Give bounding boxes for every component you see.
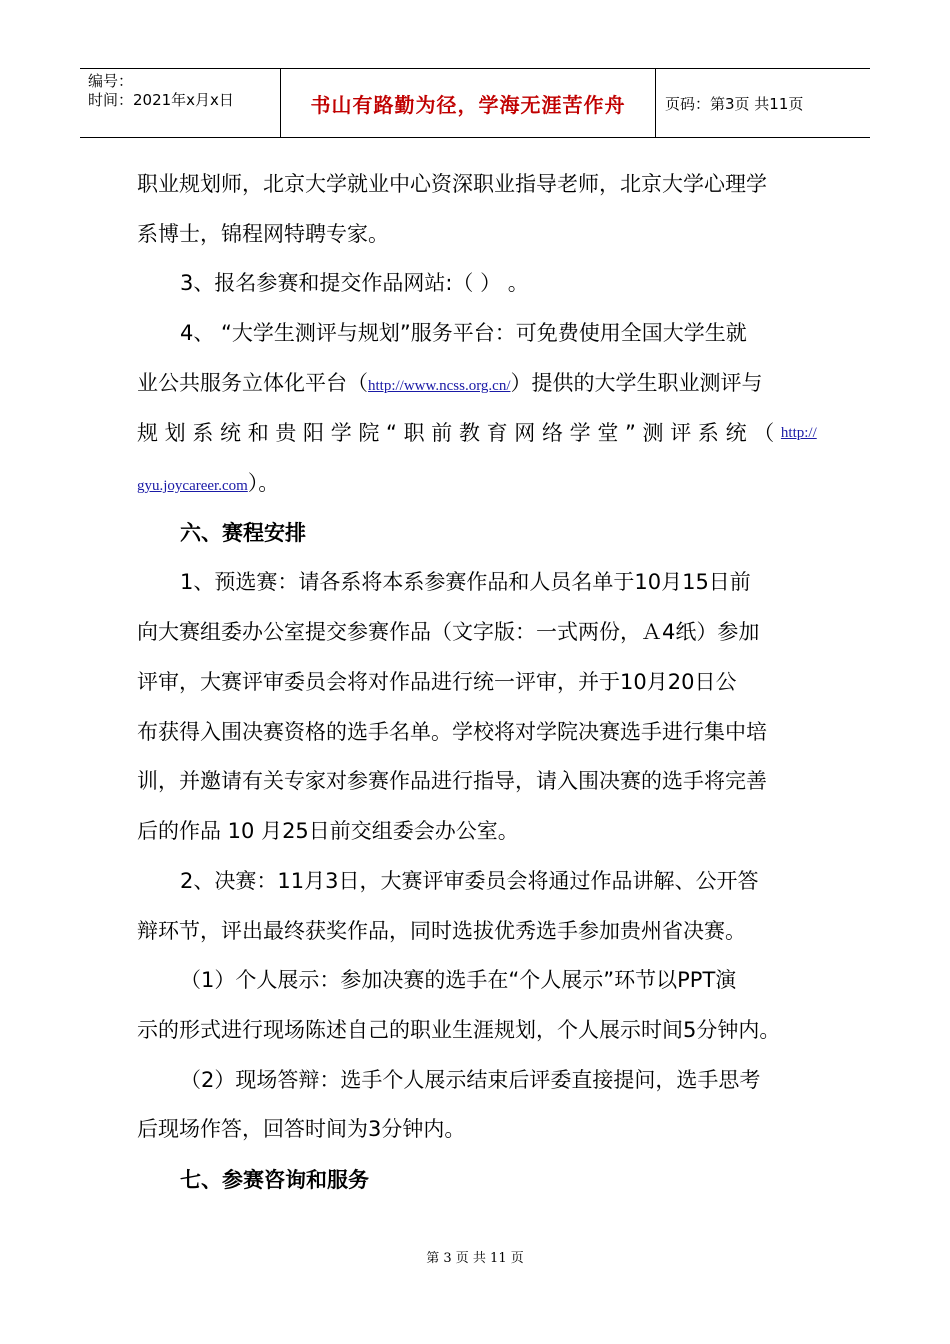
section-6-line: 布获得入围决赛资格的选手名单。学校将对学院决赛选手进行集中培 bbox=[137, 720, 767, 744]
item-4-line bbox=[137, 369, 763, 400]
section-6-line: 向大赛组委办公室提交参赛作品（文字版：一式两份，Ａ4纸）参加 bbox=[137, 620, 760, 644]
paragraph-line: 职业规划师，北京大学就业中心资深职业指导老师，北京大学心理学 bbox=[137, 172, 767, 196]
item-4-char: 学 bbox=[330, 421, 352, 445]
section-6-line: （2）现场答辩：选手个人展示结束后评委直接提问，选手思考 bbox=[180, 1068, 761, 1092]
page-footer: 第 3 页 共 11 页 bbox=[426, 1251, 524, 1266]
item-4-line bbox=[137, 469, 279, 500]
item-4-text: ）。 bbox=[247, 471, 280, 495]
item-4-char: 院 bbox=[358, 421, 380, 445]
item-4-char: 职 bbox=[403, 421, 425, 445]
section-6-line: 后的作品 10 月25日前交组委会办公室。 bbox=[137, 819, 519, 843]
header-motto-cell bbox=[280, 69, 656, 137]
item-4-text: ）提供的大学生职业测评与 bbox=[510, 371, 763, 395]
header-motto: 书山有路勤为径，学海无涯苦作舟 bbox=[310, 92, 626, 117]
header-page-cell bbox=[656, 69, 870, 137]
item-4-char: 前 bbox=[431, 421, 453, 445]
item-4-line: 4、 “大学生测评与规划”服务平台：可免费使用全国大学生就 bbox=[180, 321, 747, 345]
joycareer-link-part2[interactable]: gyu.joycareer.com bbox=[137, 478, 248, 494]
header-page-info: 页码：第3页 共11页 bbox=[665, 94, 804, 113]
section-6-line: （1）个人展示：参加决赛的选手在“个人展示”环节以PPT演 bbox=[180, 968, 737, 992]
section-6-line: 示的形式进行现场陈述自己的职业生涯规划，个人展示时间5分钟内。 bbox=[137, 1018, 781, 1042]
item-4-char: 规 bbox=[137, 421, 158, 445]
item-4-char: 测 bbox=[642, 421, 664, 445]
item-4-char: 评 bbox=[670, 421, 692, 445]
item-4-char: 贵 bbox=[275, 421, 297, 445]
section-6-line: 评审，大赛评审委员会将对作品进行统一评审，并于10月20日公 bbox=[137, 670, 737, 694]
item-4-char: 网 bbox=[514, 421, 536, 445]
page-header bbox=[80, 68, 870, 138]
section-6-line: 2、决赛：11月3日，大赛评审委员会将通过作品讲解、公开答 bbox=[180, 869, 759, 893]
item-4-char: 划 bbox=[164, 421, 186, 445]
document-number-label: 编号： bbox=[88, 72, 134, 90]
item-4-char: ” bbox=[624, 421, 636, 445]
item-4-char: 统 bbox=[220, 421, 242, 445]
section-6-line: 1、预选赛：请各系将本系参赛作品和人员名单于10月15日前 bbox=[180, 570, 751, 594]
section-6-line: 辩环节，评出最终获奖作品，同时选拔优秀选手参加贵州省决赛。 bbox=[137, 919, 746, 943]
item-4-char: 教 bbox=[458, 421, 480, 445]
section-6-line: 训，并邀请有关专家对参赛作品进行指导，请入围决赛的选手将完善 bbox=[137, 769, 767, 793]
item-4-char: 统 bbox=[725, 421, 747, 445]
document-time-label: 时间：2021年x月x日 bbox=[88, 91, 234, 109]
ncss-link[interactable]: http://www.ncss.org.cn/ bbox=[368, 378, 511, 394]
section-7-heading: 七、参赛咨询和服务 bbox=[180, 1168, 369, 1192]
item-4-char: 学 bbox=[569, 421, 591, 445]
item-4-char: 育 bbox=[486, 421, 508, 445]
item-4-line-spread bbox=[137, 419, 817, 447]
item-4-char: 堂 bbox=[597, 421, 619, 445]
item-4-text: 业公共服务立体化平台（ bbox=[137, 371, 368, 395]
item-4-char: 系 bbox=[697, 421, 719, 445]
item-3-registration-site: 3、报名参赛和提交作品网站:（ ） 。 bbox=[180, 271, 529, 295]
section-6-heading: 六、赛程安排 bbox=[180, 521, 306, 545]
item-4-char: “ bbox=[386, 421, 397, 445]
item-4-char: 阳 bbox=[303, 421, 325, 445]
item-4-char: （ bbox=[753, 421, 775, 445]
item-4-char: 系 bbox=[192, 421, 214, 445]
item-4-char: 络 bbox=[541, 421, 563, 445]
paragraph-line: 系博士，锦程网特聘专家。 bbox=[137, 222, 389, 246]
section-6-line: 后现场作答，回答时间为3分钟内。 bbox=[137, 1117, 466, 1141]
joycareer-link-part1[interactable]: http:// bbox=[780, 425, 817, 441]
header-meta-cell bbox=[80, 69, 280, 137]
item-4-char: 和 bbox=[247, 421, 269, 445]
